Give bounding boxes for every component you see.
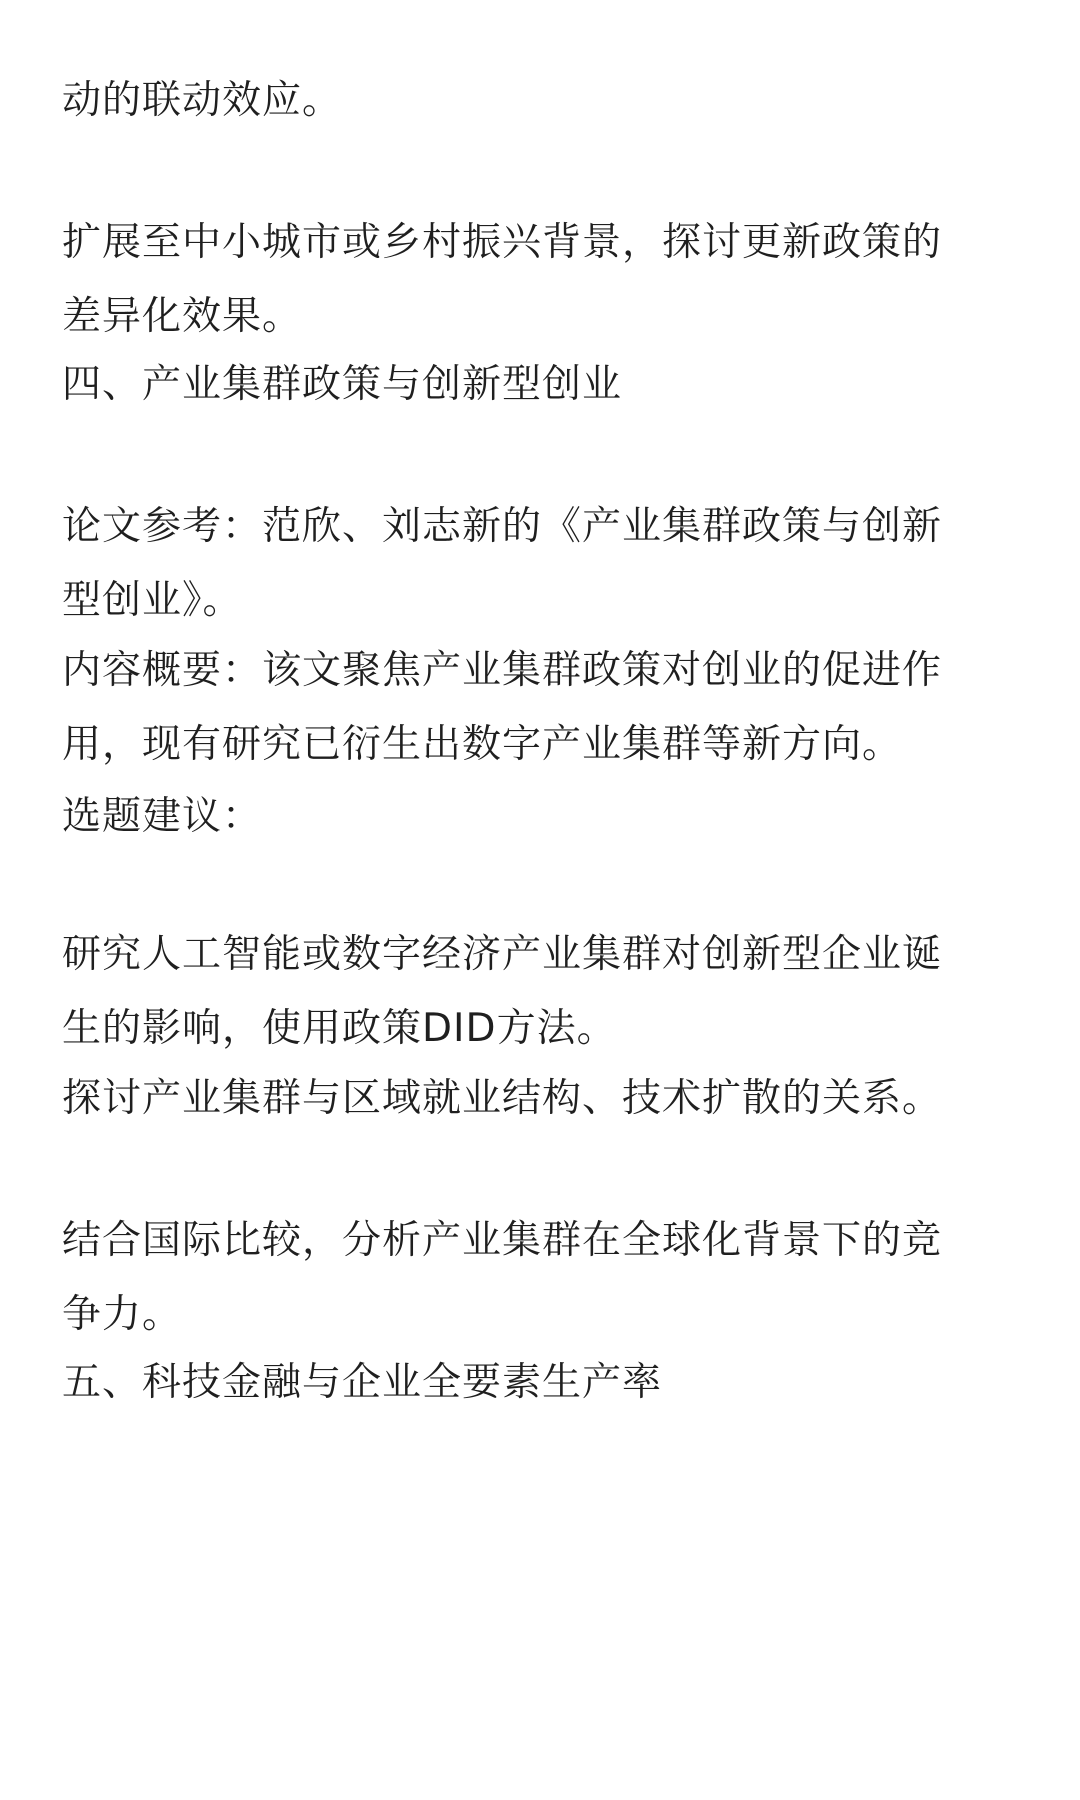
text-line: 结合国际比较，分析产业集群在全球化背景下的竞	[62, 1218, 943, 1263]
paragraph-content-summary	[62, 634, 1022, 782]
text-line: 内容概要：该文聚焦产业集群政策对创业的促进作	[62, 648, 943, 693]
text-line: 争力。	[62, 1292, 183, 1337]
paragraph-suggestion-employment	[62, 1062, 1022, 1136]
paragraph-suggestion-ai-cluster	[62, 918, 1022, 1066]
paragraph-paper-reference	[62, 490, 1022, 638]
paragraph-continuation	[62, 64, 1022, 138]
text-line: 动的联动效应。	[62, 78, 343, 123]
text-line: 生的影响，使用政策DID方法。	[62, 1006, 617, 1051]
paragraph-suggestion-international	[62, 1204, 1022, 1352]
paragraph-extension-suggestion	[62, 206, 1022, 354]
text-line: 研究人工智能或数字经济产业集群对创新型企业诞	[62, 932, 943, 977]
text-line: 五、科技金融与企业全要素生产率	[62, 1360, 663, 1405]
section-heading-four	[62, 348, 1022, 422]
text-line: 差异化效果。	[62, 294, 303, 339]
text-line: 用，现有研究已衍生出数字产业集群等新方向。	[62, 722, 903, 767]
section-heading-five	[62, 1346, 1022, 1420]
text-line: 选题建议：	[62, 794, 263, 839]
text-line: 探讨产业集群与区域就业结构、技术扩散的关系。	[62, 1076, 943, 1121]
topic-suggestions-label	[62, 780, 1022, 854]
text-line: 型创业》。	[62, 578, 243, 623]
text-line: 扩展至中小城市或乡村振兴背景，探讨更新政策的	[62, 220, 943, 265]
text-line: 四、产业集群政策与创新型创业	[62, 362, 623, 407]
text-line: 论文参考：范欣、刘志新的《产业集群政策与创新	[62, 504, 943, 549]
